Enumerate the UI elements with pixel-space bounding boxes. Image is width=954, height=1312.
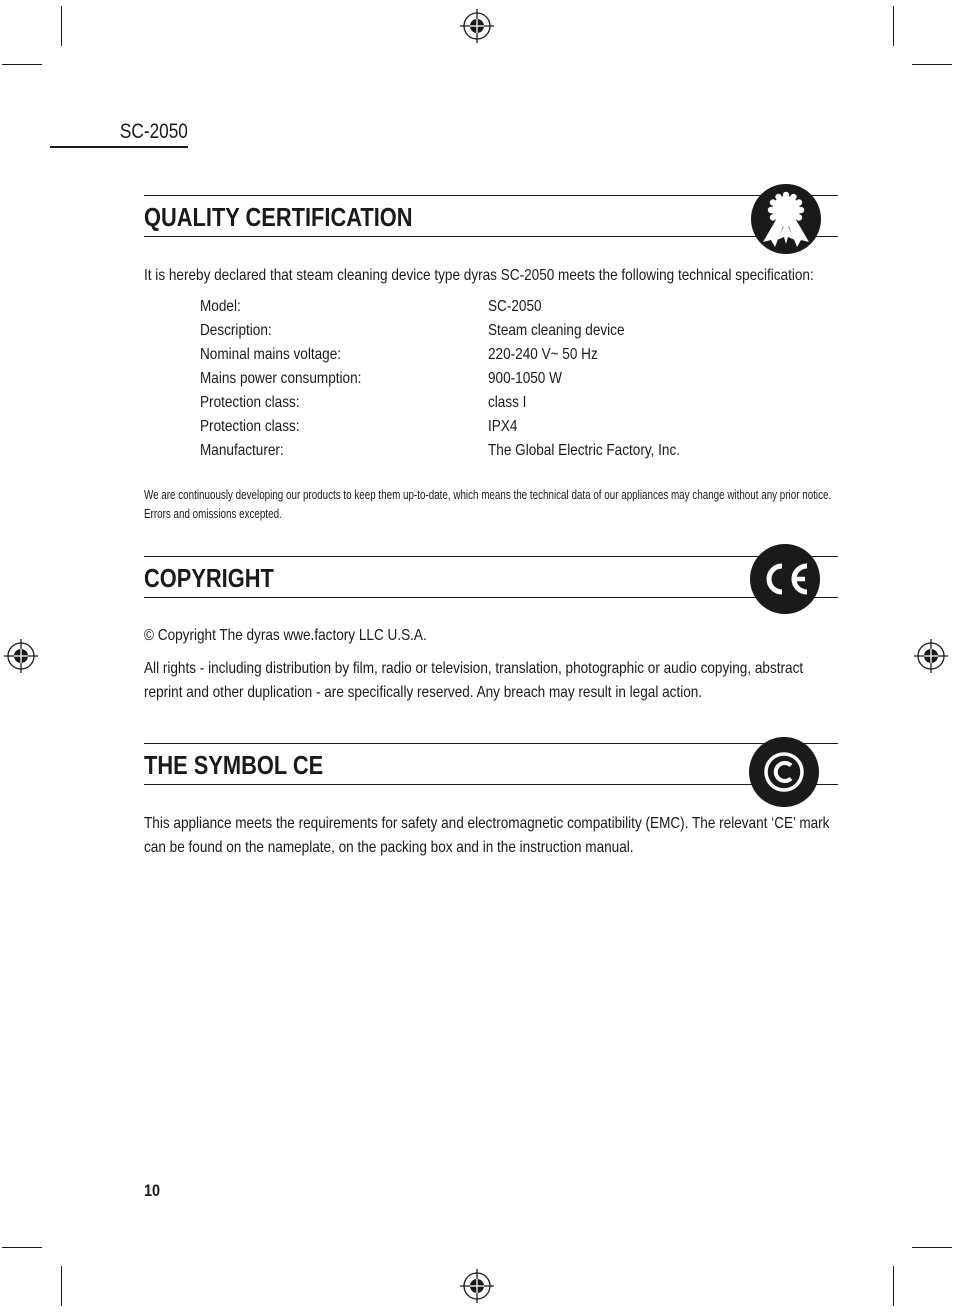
spec-table <box>200 295 760 463</box>
spec-value: SC-2050 <box>488 298 542 315</box>
spec-row <box>200 415 760 439</box>
spec-row <box>200 367 760 391</box>
spec-row <box>200 343 760 367</box>
spec-value: Steam cleaning device <box>488 322 625 339</box>
award-ribbon-icon <box>751 184 821 254</box>
copyright-section-header <box>144 556 838 598</box>
spec-value: 220-240 V~ 50 Hz <box>488 346 598 363</box>
crop-mark <box>893 1266 894 1306</box>
ce-section-header <box>144 743 838 785</box>
spec-label: Description: <box>200 322 272 339</box>
spec-label: Protection class: <box>200 418 300 435</box>
ce-mark-icon <box>750 544 820 614</box>
crop-mark <box>912 64 952 65</box>
ce-paragraph: This appliance meets the requirements for safety and electromagnetic compatibility (EMC). The relevant ‘CE’ mark can be found on the nameplate, on the packing box and in the instruction manual. <box>144 815 830 856</box>
disclaimer-note: We are continuously developing our products to keep them up-to-date, which means the technical data of our appliances may change without any prior notice. Errors and omissions excepted. <box>144 488 832 521</box>
quality-intro: It is hereby declared that steam cleaning device type dyras SC-2050 meets the following technical specification: <box>144 267 814 284</box>
crop-mark <box>893 6 894 46</box>
model-header <box>50 118 188 148</box>
quality-section-header <box>144 195 838 237</box>
spec-label: Nominal mains voltage: <box>200 346 342 363</box>
registration-mark-icon <box>460 1269 494 1303</box>
model-label: SC-2050 <box>120 120 188 143</box>
spec-value: IPX4 <box>488 418 518 435</box>
copyright-icon <box>749 737 819 807</box>
spec-row <box>200 319 760 343</box>
quality-section-title: QUALITY CERTIFICATION <box>144 202 413 232</box>
spec-value: The Global Electric Factory, Inc. <box>488 442 681 459</box>
spec-row <box>200 295 760 319</box>
registration-mark-icon <box>914 639 948 673</box>
page-number: 10 <box>144 1181 161 1200</box>
spec-row <box>200 391 760 415</box>
rights-paragraph: All rights - including distribution by film, radio or television, translation, photographic or audio copying, abstract reprint and other duplication - are specifically reserved. Any breach may result in legal action. <box>144 660 804 701</box>
crop-mark <box>61 6 62 46</box>
crop-mark <box>912 1247 952 1248</box>
crop-mark <box>2 1247 42 1248</box>
ce-section-title: THE SYMBOL CE <box>144 750 324 780</box>
crop-mark <box>2 64 42 65</box>
copyright-line: © Copyright The dyras wwe.factory LLC U.S.A. <box>144 627 427 644</box>
spec-row <box>200 439 760 463</box>
spec-label: Model: <box>200 298 241 315</box>
registration-mark-icon <box>460 9 494 43</box>
spec-label: Manufacturer: <box>200 442 284 459</box>
copyright-section-title: COPYRIGHT <box>144 563 274 593</box>
spec-value: 900-1050 W <box>488 370 562 387</box>
crop-mark <box>61 1266 62 1306</box>
registration-mark-icon <box>4 639 38 673</box>
spec-label: Protection class: <box>200 394 300 411</box>
spec-value: class I <box>488 394 527 411</box>
spec-label: Mains power consumption: <box>200 370 362 387</box>
